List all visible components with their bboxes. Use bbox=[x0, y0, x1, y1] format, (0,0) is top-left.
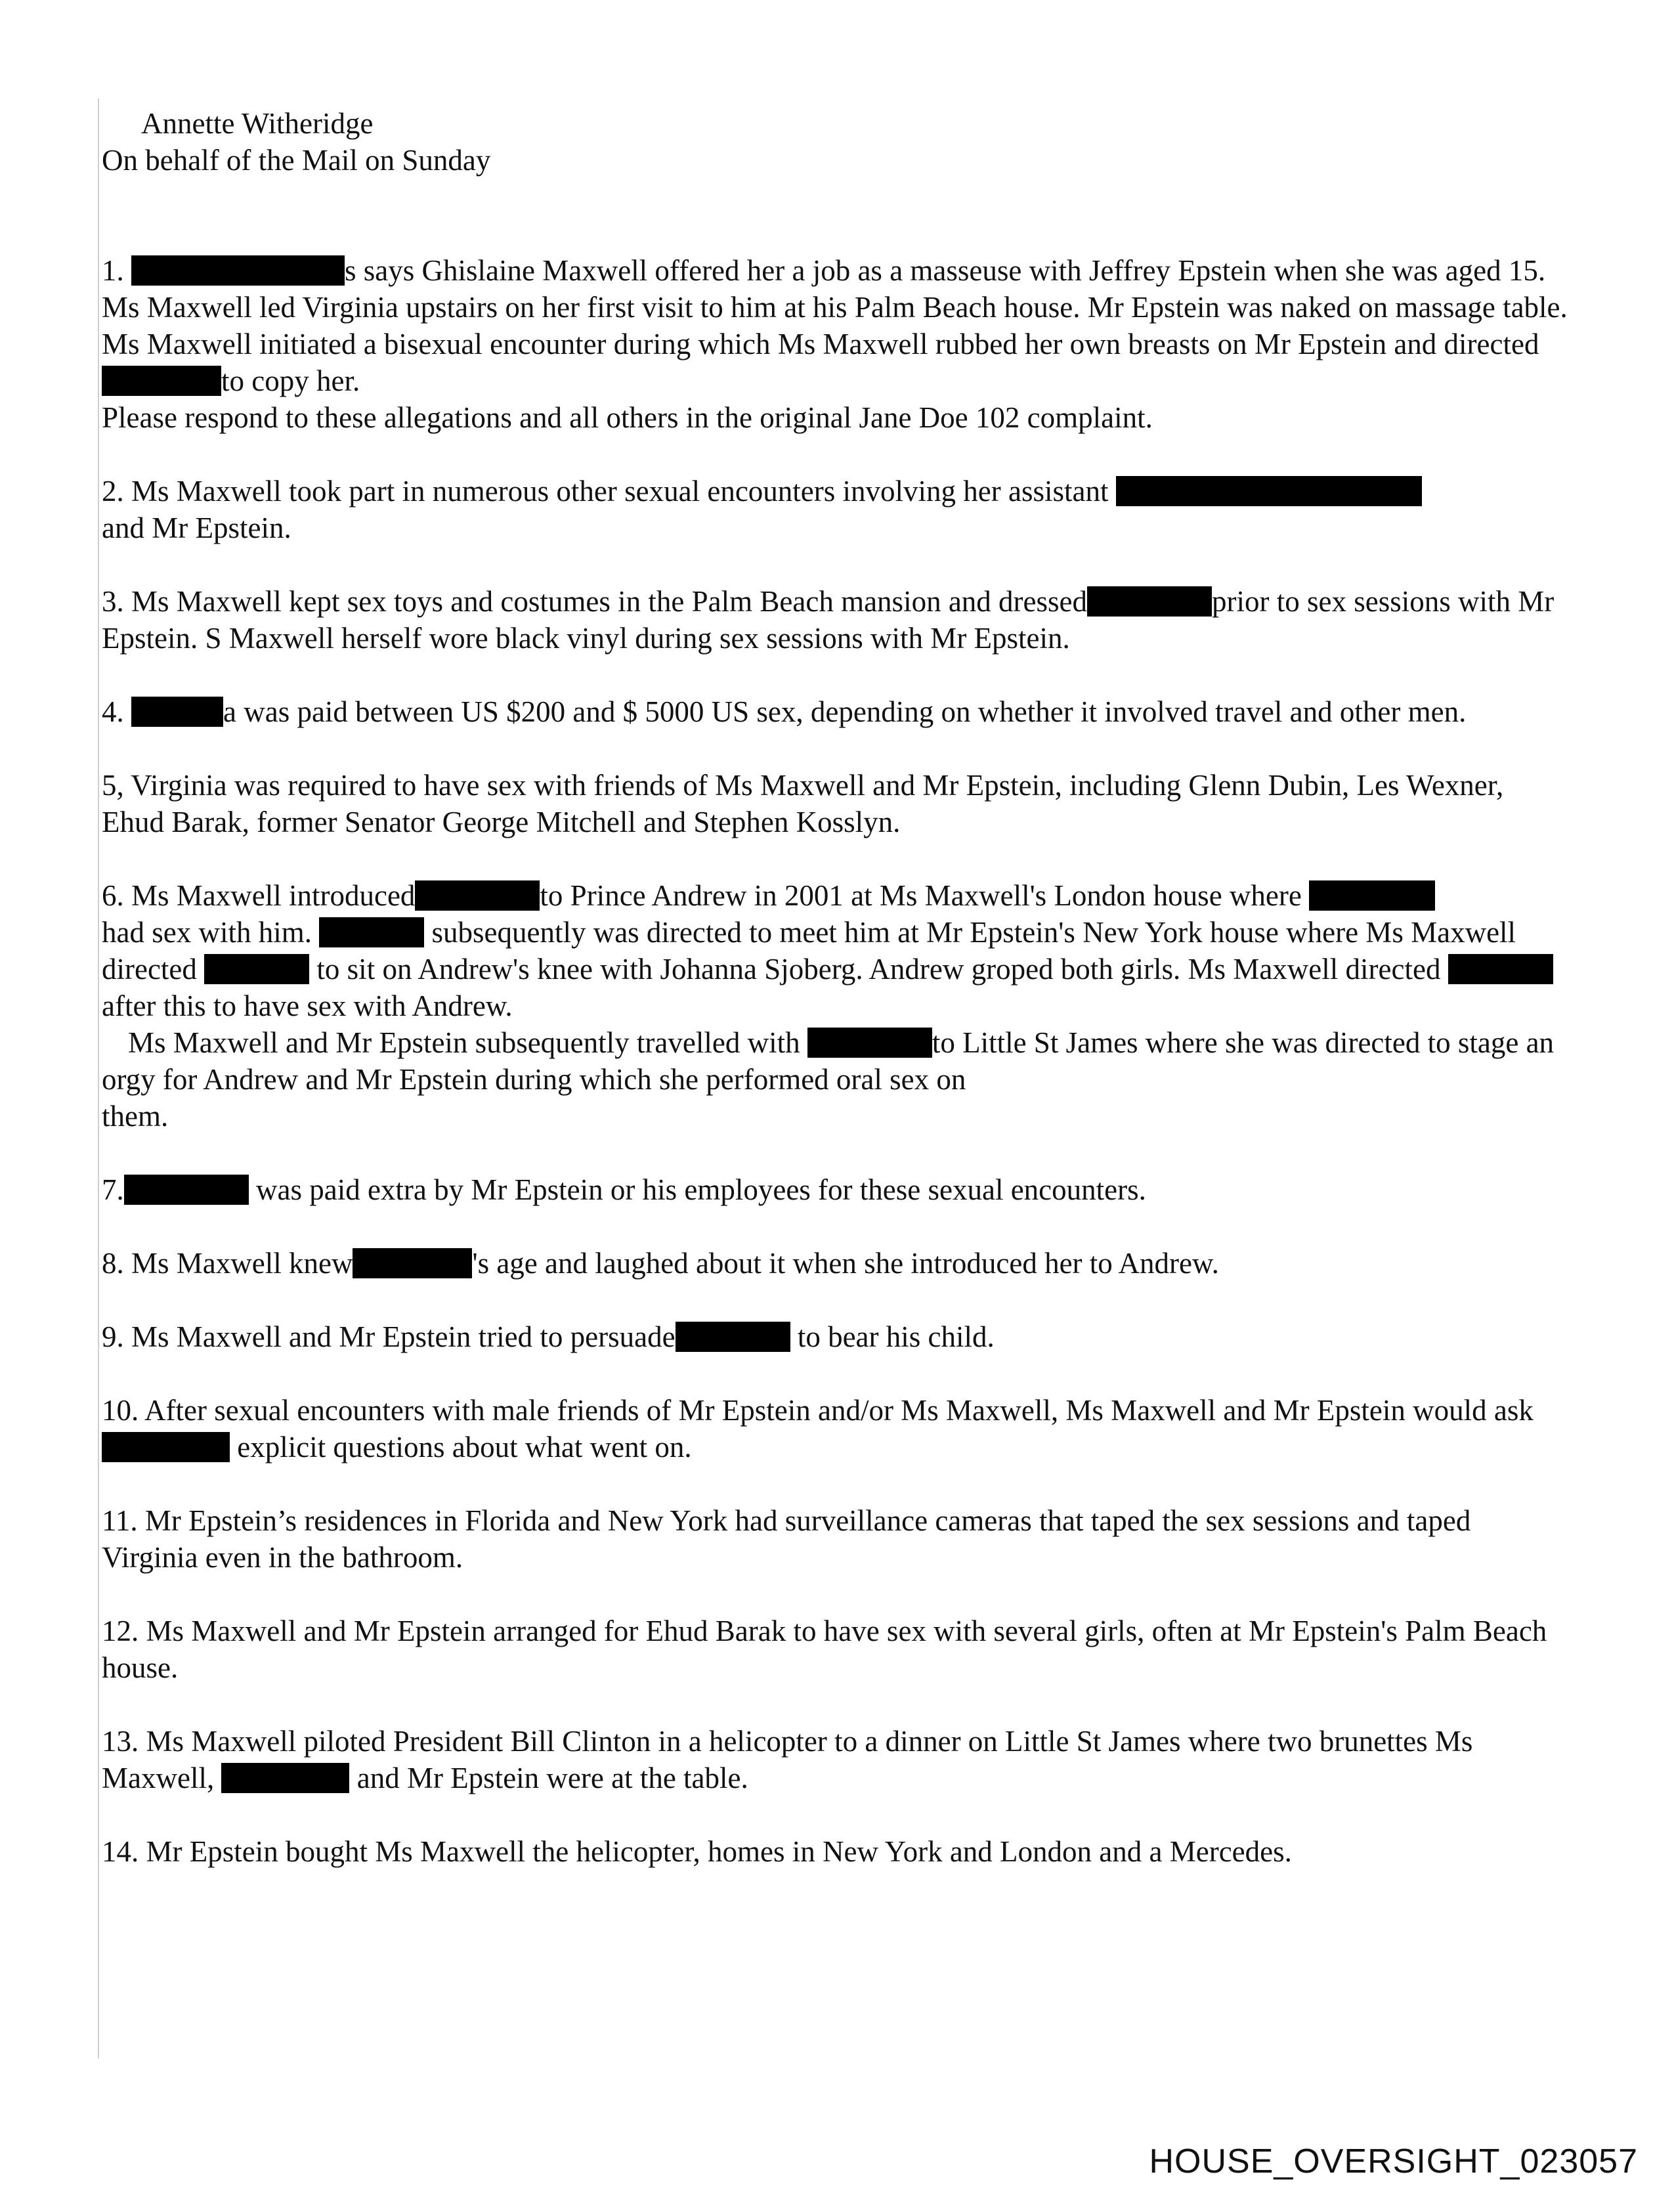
item-text: to bear his child. bbox=[790, 1320, 995, 1353]
allegation-4 bbox=[102, 693, 1572, 730]
allegation-6 bbox=[102, 877, 1572, 1135]
item-text: after this to have sex with Andrew. bbox=[102, 989, 513, 1022]
redaction-box bbox=[204, 954, 309, 984]
item-text: Ms Maxwell and Mr Epstein subsequently travelled with bbox=[128, 1026, 807, 1059]
allegation-3 bbox=[102, 583, 1572, 657]
item-text: was paid extra by Mr Epstein or his employees for these sexual encounters. bbox=[248, 1173, 1146, 1206]
allegation-8 bbox=[102, 1245, 1572, 1282]
item-text: 9. Ms Maxwell and Mr Epstein tried to persuade bbox=[102, 1320, 676, 1353]
redaction-box bbox=[131, 255, 345, 286]
redaction-box bbox=[319, 917, 424, 947]
allegation-14 bbox=[102, 1833, 1572, 1870]
item-text: prior to sex sessions with Mr Epstein. S Maxwell herself wore black vinyl during sex sessions with Mr Epstein. bbox=[102, 585, 1555, 655]
redaction-box bbox=[807, 1028, 932, 1058]
item-text: s says Ghislaine Maxwell offered her a job as a masseuse with Jeffrey Epstein when she was aged 15. Ms Maxwell led Virginia upstairs on her first visit to him at his Palm Beach house. Mr Epstein was naked on massage table. bbox=[102, 254, 1568, 324]
redaction-box bbox=[1087, 586, 1212, 617]
redaction-box bbox=[676, 1322, 790, 1352]
item-text: 13. Ms Maxwell piloted President Bill Clinton in a helicopter to a dinner on Little St James where two brunettes Ms Maxwell, bbox=[102, 1725, 1473, 1794]
item-number: 1. bbox=[102, 254, 124, 287]
item-text: 6. Ms Maxwell introduced bbox=[102, 879, 416, 912]
allegation-5 bbox=[102, 767, 1572, 840]
item-text: 10. After sexual encounters with male friends of Mr Epstein and/or Ms Maxwell, Ms Maxwell and Mr Epstein would ask bbox=[102, 1394, 1534, 1427]
item-text: to sit on Andrew's knee with Johanna Sjoberg. Andrew groped both girls. Ms Maxwell directed bbox=[309, 953, 1448, 986]
item-text: 8. Ms Maxwell knew bbox=[102, 1247, 353, 1280]
redaction-box bbox=[221, 1763, 349, 1793]
redaction-box bbox=[102, 1432, 230, 1462]
item-text: 5, Virginia was required to have sex with friends of Ms Maxwell and Mr Epstein, including Glenn Dubin, Les Wexner, Ehud Barak, former Senator George Mitchell and Stephen Kosslyn. bbox=[102, 769, 1504, 838]
affiliation-line: On behalf of the Mail on Sunday bbox=[102, 144, 491, 177]
item-text: 2. Ms Maxwell took part in numerous other sexual encounters involving her assistant bbox=[102, 475, 1116, 508]
allegation-7 bbox=[102, 1171, 1572, 1208]
item-text: Please respond to these allegations and all others in the original Jane Doe 102 complaint. bbox=[102, 401, 1153, 434]
margin-rule bbox=[98, 98, 99, 2058]
allegation-1 bbox=[102, 252, 1572, 436]
redaction-box bbox=[131, 697, 223, 727]
item-number: 4. bbox=[102, 695, 124, 728]
document-body bbox=[102, 105, 1572, 1870]
redaction-box bbox=[1309, 880, 1435, 911]
allegation-12 bbox=[102, 1613, 1572, 1686]
author-line: Annette Witheridge bbox=[141, 107, 374, 140]
item-text: 14. Mr Epstein bought Ms Maxwell the helicopter, homes in New York and London and a Mercedes. bbox=[102, 1835, 1292, 1868]
allegation-13 bbox=[102, 1723, 1572, 1796]
redaction-box bbox=[415, 880, 540, 911]
item-text: and Mr Epstein. bbox=[102, 511, 291, 544]
item-text: 12. Ms Maxwell and Mr Epstein arranged for Ehud Barak to have sex with several girls, often at Mr Epstein's Palm Beach house. bbox=[102, 1615, 1547, 1684]
item-text: them. bbox=[102, 1100, 169, 1133]
item-text: a was paid between US $200 and $ 5000 US sex, depending on whether it involved travel and other men. bbox=[223, 695, 1467, 728]
item-text: and Mr Epstein were at the table. bbox=[349, 1762, 748, 1794]
item-text: 3. Ms Maxwell kept sex toys and costumes in the Palm Beach mansion and dressed bbox=[102, 585, 1087, 618]
item-text: subsequently was directed to meet him at Mr Epstein's New York house where Ms Maxwell directed bbox=[102, 916, 1516, 986]
allegation-11 bbox=[102, 1502, 1572, 1576]
item-text: to Prince Andrew in 2001 at Ms Maxwell's London house where bbox=[540, 879, 1310, 912]
allegation-10 bbox=[102, 1392, 1572, 1465]
redaction-box bbox=[353, 1248, 472, 1278]
redaction-box bbox=[124, 1175, 249, 1205]
allegation-2 bbox=[102, 473, 1572, 546]
item-text: Ms Maxwell initiated a bisexual encounter during which Ms Maxwell rubbed her own breasts on Mr Epstein and directed bbox=[102, 328, 1539, 360]
item-text: had sex with him. bbox=[102, 916, 320, 949]
item-text: 11. Mr Epstein’s residences in Florida and New York had surveillance cameras that taped the sex sessions and taped Virginia even in the bathroom. bbox=[102, 1504, 1471, 1574]
item-text: to Little St James where she was directed to stage an orgy for Andrew and Mr Epstein during which she performed oral sex on bbox=[102, 1026, 1555, 1096]
item-text: 's age and laughed about it when she introduced her to Andrew. bbox=[472, 1247, 1219, 1280]
redaction-box bbox=[102, 366, 221, 396]
bates-number: HOUSE_OVERSIGHT_023057 bbox=[1149, 2142, 1638, 2180]
item-text: to copy her. bbox=[221, 364, 360, 397]
item-number: 7. bbox=[102, 1173, 124, 1206]
redaction-box bbox=[1448, 954, 1553, 984]
allegation-9 bbox=[102, 1318, 1572, 1355]
item-text: explicit questions about what went on. bbox=[230, 1431, 692, 1464]
redaction-box bbox=[1116, 476, 1422, 506]
